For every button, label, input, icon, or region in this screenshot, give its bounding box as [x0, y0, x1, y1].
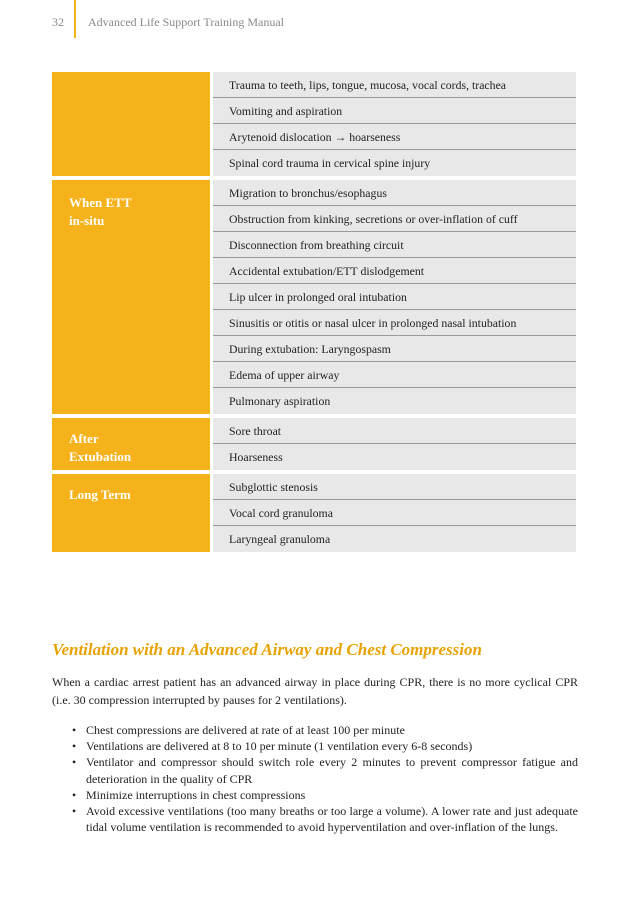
table-row: Subglottic stenosis — [213, 474, 576, 500]
group-label-text: Long Term — [69, 487, 131, 502]
group-items — [213, 418, 576, 470]
list-item-text: Ventilator and compressor should switch role every 2 minutes to prevent compressor fatigue and deterioration in the quality of CPR — [86, 755, 578, 786]
table-group — [52, 180, 576, 414]
group-label — [52, 180, 210, 414]
table-row: During extubation: Laryngospasm — [213, 336, 576, 362]
table-row: Edema of upper airway — [213, 362, 576, 388]
list-item-text: Chest compressions are delivered at rate of at least 100 per minute — [86, 723, 405, 737]
table-row: Sinusitis or otitis or nasal ulcer in prolonged nasal intubation — [213, 310, 576, 336]
table-row: Migration to bronchus/esophagus — [213, 180, 576, 206]
group-items — [213, 72, 576, 176]
list-item — [72, 787, 578, 803]
list-item — [72, 754, 578, 786]
bullet-list — [72, 722, 578, 835]
list-item-text: Minimize interruptions in chest compressions — [86, 787, 306, 802]
intro-paragraph: When a cardiac arrest patient has an advanced airway in place during CPR, there is no more cyclical CPR (i.e. 30 compression interrupted by pauses for 2 ventilations). — [52, 675, 578, 707]
complications-table — [52, 72, 576, 556]
group-label — [52, 474, 210, 552]
table-row: Spinal cord trauma in cervical spine injury — [229, 156, 431, 170]
table-row: Trauma to teeth, lips, tongue, mucosa, vocal cords, trachea — [213, 72, 576, 98]
table-group — [52, 474, 576, 552]
group-label-text: After Extubation — [69, 431, 132, 464]
group-label — [52, 418, 210, 470]
table-row: Lip ulcer in prolonged oral intubation — [213, 284, 576, 310]
group-items — [213, 474, 576, 552]
bullet-icon: • — [72, 755, 77, 770]
page-header — [0, 0, 638, 40]
table-row: Disconnection from breathing circuit — [213, 232, 576, 258]
group-items — [213, 180, 576, 414]
group-label — [52, 72, 210, 176]
list-item — [72, 722, 578, 738]
group-label-text: When ETT in-situ — [69, 195, 132, 228]
list-item-text: Avoid excessive ventilations (too many breaths or too large a volume). A lower rate and just adequate tidal volume ventilation is recommended to avoid hyperventilation and over-inflation of the lungs. — [86, 804, 578, 835]
bullet-icon: • — [72, 739, 77, 754]
bullet-icon: • — [72, 787, 77, 802]
page-number: 32 — [52, 15, 64, 29]
table-group — [52, 418, 576, 470]
table-row: Accidental extubation/ETT dislodgement — [213, 258, 576, 284]
table-group — [52, 72, 576, 176]
running-title: Advanced Life Support Training Manual — [88, 15, 284, 29]
table-row: Sore throat — [213, 418, 576, 444]
table-row: Pulmonary aspiration — [229, 394, 331, 408]
section-heading: Ventilation with an Advanced Airway and Chest Compression — [52, 640, 482, 659]
list-item — [72, 738, 578, 754]
bullet-icon: • — [72, 804, 77, 819]
table-row: Hoarseness — [229, 450, 283, 464]
list-item — [72, 803, 578, 835]
list-item-text: Ventilations are delivered at 8 to 10 per minute (1 ventilation every 6-8 seconds) — [86, 739, 473, 754]
table-row: Vomiting and aspiration — [213, 98, 576, 124]
bullet-icon: • — [72, 723, 77, 737]
header-divider — [74, 0, 76, 38]
table-row: Laryngeal granuloma — [229, 532, 331, 546]
table-row: Arytenoid dislocation → hoarseness — [213, 124, 576, 150]
table-row: Obstruction from kinking, secretions or over-inflation of cuff — [213, 206, 576, 232]
table-row: Vocal cord granuloma — [213, 500, 576, 526]
